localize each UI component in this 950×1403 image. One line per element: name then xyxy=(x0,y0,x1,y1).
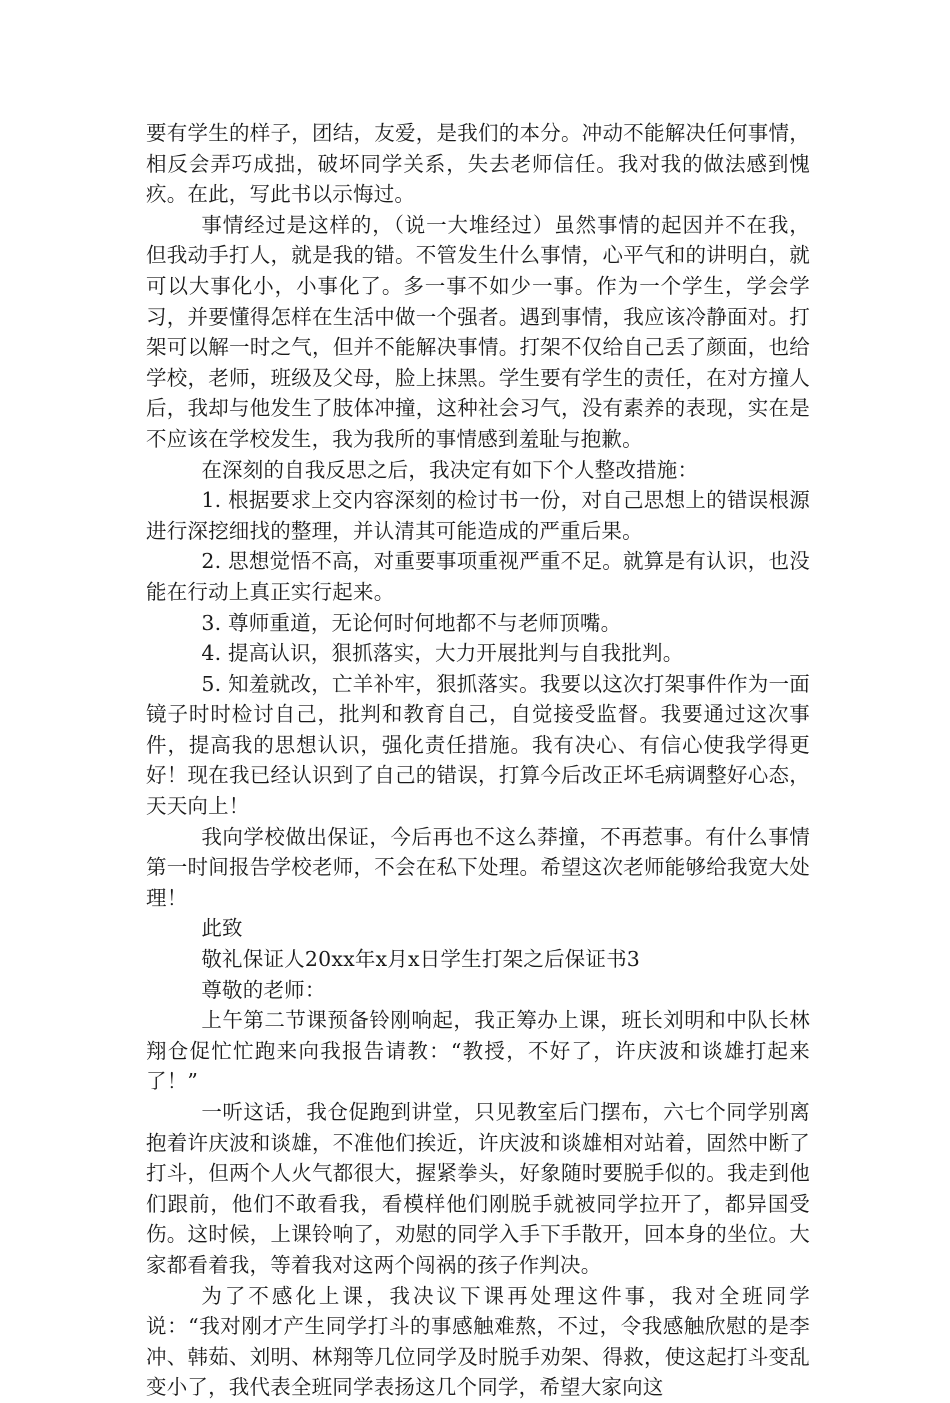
paragraph-story-response: 为了不感化上课，我决议下课再处理这件事，我对全班同学说：“我对刚才产生同学打斗的事感触难熬，不过，令我感触欣慰的是李冲、韩茹、刘明、林翔等几位同学及时脱手劝架、得救，使这起打斗变乱变小了，我代表全班同学表扬这几个同学，希望大家向这 xyxy=(146,1283,810,1400)
list-item-measure-2: 2. 思想觉悟不高，对重要事项重视严重不足。就算是有认识，也没能在行动上真正实行起来。 xyxy=(146,549,810,604)
list-item-measure-5: 5. 知羞就改，亡羊补牢，狠抓落实。我要以这次打架事件作为一面镜子时时检讨自己，批判和教育自己，自觉接受监督。我要通过这次事件，提高我的思想认识，强化责任措施。我有决心、有信心使我学得更好！现在我已经认识到了自己的错误，打算今后改正坏毛病调整好心态，天天向上！ xyxy=(146,671,810,819)
closing-salutation: 此致 xyxy=(201,916,243,941)
paragraph-story-start: 上午第二节课预备铃刚响起，我正筹办上课，班长刘明和中队长林翔仓促忙忙跑来向我报告请教：“教授，不好了，许庆波和谈雄打起来了！” xyxy=(146,1008,810,1094)
document-page xyxy=(146,118,810,1403)
paragraph-incident-account: 事情经过是这样的，（说一大堆经过）虽然事情的起因并不在我，但我动手打人，就是我的错。不管发生什么事情，心平气和的讲明白，就可以大事化小，小事化了。多一事不如少一事。作为一个学生，学会学习，并要懂得怎样在生活中做一个强者。遇到事情，我应该冷静面对。打架可以解一时之气，但并不能解决事情。打架不仅给自己丢了颜面，也给学校，老师，班级及父母，脸上抹黑。学生要有学生的责任，在对方撞人后，我却与他发生了肢体冲撞，这种社会习气，没有素养的表现，实在是不应该在学校发生，我为我所的事情感到羞耻与抱歉。 xyxy=(146,212,810,451)
paragraph-guarantee: 我向学校做出保证，今后再也不这么莽撞，不再惹事。有什么事情第一时间报告学校老师，不会在私下处理。希望这次老师能够给我宽大处理！ xyxy=(146,824,810,910)
paragraph-story-scene: 一听这话，我仓促跑到讲堂，只见教室后门摆布，六七个同学别离抱着许庆波和谈雄，不准他们挨近，许庆波和谈雄相对站着，固然中断了打斗，但两个人火气都很大，握紧拳头，好象随时要脱手似的。我走到他们跟前，他们不敢看我，看模样他们刚脱手就被同学拉开了，都异国受伤。这时候，上课铃响了，劝慰的同学入手下手散开，回本身的坐位。大家都看着我，等着我对这两个闯祸的孩子作判决。 xyxy=(146,1100,810,1277)
list-item-measure-4: 4. 提高认识，狠抓落实，大力开展批判与自我批判。 xyxy=(201,641,684,666)
list-item-measure-1: 1. 根据要求上交内容深刻的检讨书一份，对自己思想上的错误根源进行深挖细找的整理，并认清其可能造成的严重后果。 xyxy=(146,488,810,543)
letter-greeting: 尊敬的老师： xyxy=(201,977,326,1002)
signature-line: 敬礼保证人20xx年x月x日学生打架之后保证书3 xyxy=(201,947,641,972)
paragraph-opening: 要有学生的样子，团结，友爱，是我们的本分。冲动不能解决任何事情，相反会弄巧成拙，破坏同学关系，失去老师信任。我对我的做法感到愧疚。在此，写此书以示悔过。 xyxy=(146,121,810,207)
paragraph-measures-intro: 在深刻的自我反思之后，我决定有如下个人整改措施： xyxy=(201,457,699,482)
list-item-measure-3: 3. 尊师重道，无论何时何地都不与老师顶嘴。 xyxy=(201,610,622,635)
